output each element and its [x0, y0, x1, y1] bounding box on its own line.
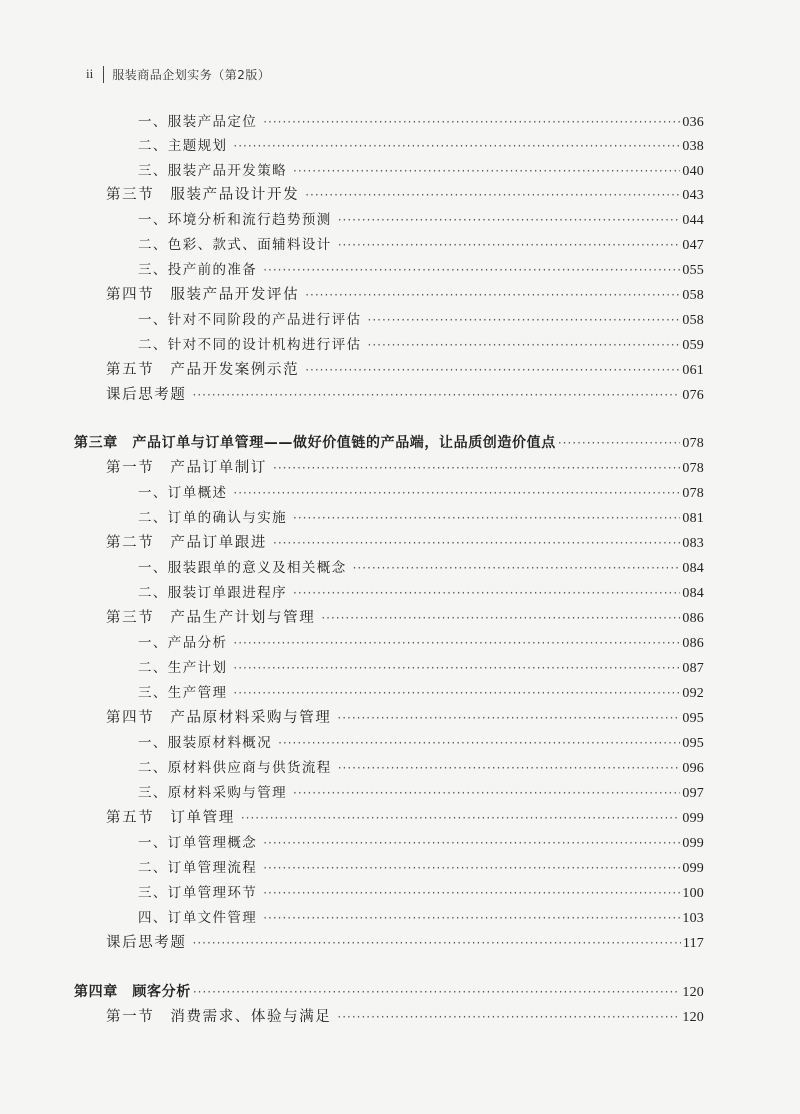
toc-page-number: 047 [682, 238, 704, 253]
toc-entry-title: 一、服装原材料概况 [138, 735, 273, 751]
dot-leader [241, 806, 681, 830]
toc-section-entry [106, 931, 704, 955]
toc-chapter-entry [74, 980, 704, 1004]
toc-page-number: 084 [682, 586, 704, 601]
dot-leader [233, 481, 680, 505]
toc-item-entry [138, 681, 704, 705]
toc-page-number: 092 [682, 686, 704, 701]
toc-page-number: 059 [682, 338, 704, 353]
toc-item-entry [138, 731, 704, 755]
toc-entry-title: 三、原材料采购与管理 [138, 785, 287, 801]
dot-leader [368, 333, 681, 357]
toc-entry-title: 第三章 产品订单与订单管理——做好价值链的产品端，让品质创造价值点 [74, 435, 556, 451]
toc-entry-title: 三、生产管理 [138, 685, 228, 701]
page-number: ii [86, 66, 94, 81]
toc-entry-title: 一、产品分析 [138, 635, 228, 651]
toc-entry-title: 一、服装产品定位 [138, 114, 258, 130]
dot-leader [233, 681, 680, 705]
toc-page-number: 095 [682, 711, 704, 726]
toc-item-entry [138, 656, 704, 680]
toc-page-number: 078 [682, 436, 704, 451]
toc-page-number: 083 [682, 536, 704, 551]
toc-page-number: 099 [682, 811, 704, 826]
toc-page-number: 076 [682, 388, 704, 403]
dot-leader [193, 383, 681, 407]
toc-page-number: 097 [682, 786, 704, 801]
toc-page-number: 058 [682, 288, 704, 303]
toc-section-entry [106, 183, 704, 207]
toc-entry-title: 第一节 产品订单制订 [106, 460, 267, 476]
toc-page-number: 100 [682, 886, 704, 901]
toc-entry-title: 第四节 服装产品开发评估 [106, 287, 300, 303]
toc-item-entry [138, 333, 704, 357]
toc-page-number: 120 [682, 985, 704, 1000]
toc-entry-title: 一、服装跟单的意义及相关概念 [138, 560, 347, 576]
toc-page-number: 099 [682, 836, 704, 851]
toc-item-entry [138, 906, 704, 930]
toc-entry-title: 第五节 产品开发案例示范 [106, 362, 300, 378]
toc-page-number: 040 [682, 164, 704, 179]
toc-page-number: 096 [682, 761, 704, 776]
toc-item-entry [138, 506, 704, 530]
toc-page-number: 084 [682, 561, 704, 576]
toc-item-entry [138, 831, 704, 855]
dot-leader [263, 831, 680, 855]
dot-leader [338, 233, 681, 257]
toc-item-entry [138, 556, 704, 580]
toc-section-entry [106, 283, 704, 307]
toc-page-number: 095 [682, 736, 704, 751]
toc-entry-title: 课后思考题 [106, 935, 187, 951]
toc-section-entry [106, 456, 704, 480]
toc-entry-title: 二、原材料供应商与供货流程 [138, 760, 332, 776]
dot-leader [263, 856, 680, 880]
dot-leader [273, 456, 680, 480]
toc-entry-title: 一、环境分析和流行趋势预测 [138, 212, 332, 228]
toc-section-entry [106, 358, 704, 382]
dot-leader [193, 980, 681, 1004]
toc-item-entry [138, 856, 704, 880]
dot-leader [305, 358, 680, 382]
dot-leader [338, 208, 681, 232]
toc-entry-title: 二、订单管理流程 [138, 860, 258, 876]
toc-item-entry [138, 481, 704, 505]
toc-entry-title: 一、订单管理概念 [138, 835, 258, 851]
toc-entry-title: 第五节 订单管理 [106, 810, 235, 826]
toc-item-entry [138, 631, 704, 655]
toc-chapter-entry [74, 431, 704, 455]
toc-page-number: 117 [682, 936, 704, 951]
toc-page-number: 081 [682, 511, 704, 526]
toc-item-entry [138, 881, 704, 905]
toc-page-number: 036 [682, 115, 704, 130]
toc-item-entry [138, 110, 704, 134]
toc-entry-title: 三、服装产品开发策略 [138, 163, 287, 179]
toc-page-number: 078 [682, 486, 704, 501]
dot-leader [263, 881, 680, 905]
toc-item-entry [138, 756, 704, 780]
dot-leader [337, 706, 680, 730]
toc-item-entry [138, 581, 704, 605]
toc-section-entry [106, 606, 704, 630]
dot-leader [233, 134, 680, 158]
toc-entry-title: 第二节 产品订单跟进 [106, 535, 267, 551]
toc-section-entry [106, 706, 704, 730]
dot-leader [233, 631, 680, 655]
dot-leader [558, 431, 681, 455]
toc-entry-title: 二、色彩、款式、面辅料设计 [138, 237, 332, 253]
toc-page-number: 061 [682, 363, 704, 378]
toc-entry-title: 第三节 服装产品设计开发 [106, 187, 300, 203]
dot-leader [293, 159, 680, 183]
toc-page-number: 078 [682, 461, 704, 476]
dot-leader [263, 258, 680, 282]
dot-leader [273, 531, 680, 555]
toc-page-number: 043 [682, 188, 704, 203]
toc-entry-title: 第四节 产品原材料采购与管理 [106, 710, 332, 726]
toc-entry-title: 二、服装订单跟进程序 [138, 585, 287, 601]
toc-item-entry [138, 308, 704, 332]
dot-leader [263, 110, 680, 134]
toc-entry-title: 四、订单文件管理 [138, 910, 258, 926]
toc-entry-title: 二、主题规划 [138, 138, 228, 154]
toc-section-entry [106, 531, 704, 555]
toc-page-number: 055 [682, 263, 704, 278]
toc-entry-title: 第一节 消费需求、体验与满足 [106, 1009, 332, 1025]
toc-item-entry [138, 258, 704, 282]
toc-item-entry [138, 781, 704, 805]
toc-page-number: 086 [682, 611, 704, 626]
toc-entry-title: 一、订单概述 [138, 485, 228, 501]
toc-page-number: 103 [682, 911, 704, 926]
toc-page-number: 087 [682, 661, 704, 676]
toc-entry-title: 二、订单的确认与实施 [138, 510, 287, 526]
toc-item-entry [138, 134, 704, 158]
dot-leader [293, 581, 680, 605]
toc-page-number: 099 [682, 861, 704, 876]
book-title: 服装商品企划实务（第2版） [112, 67, 271, 82]
dot-leader [293, 506, 680, 530]
dot-leader [338, 756, 681, 780]
toc-item-entry [138, 159, 704, 183]
toc-entry-title: 三、投产前的准备 [138, 262, 258, 278]
toc-entry-title: 一、针对不同阶段的产品进行评估 [138, 312, 362, 328]
toc-entry-title: 二、生产计划 [138, 660, 228, 676]
toc-page-number: 086 [682, 636, 704, 651]
toc-page-number: 058 [682, 313, 704, 328]
toc-page-number: 044 [682, 213, 704, 228]
dot-leader [337, 1005, 680, 1029]
dot-leader [293, 781, 680, 805]
toc-entry-title: 课后思考题 [106, 387, 187, 403]
toc-item-entry [138, 233, 704, 257]
toc-item-entry [138, 208, 704, 232]
dot-leader [305, 283, 680, 307]
running-head [86, 64, 270, 84]
toc-entry-title: 第四章 顾客分析 [74, 984, 191, 1000]
toc-entry-title: 二、针对不同的设计机构进行评估 [138, 337, 362, 353]
toc-entry-title: 三、订单管理环节 [138, 885, 258, 901]
dot-leader [353, 556, 681, 580]
toc-section-entry [106, 806, 704, 830]
toc-section-entry [106, 383, 704, 407]
dot-leader [233, 656, 680, 680]
dot-leader [263, 906, 680, 930]
toc-page-number: 120 [682, 1010, 704, 1025]
dot-leader [278, 731, 680, 755]
dot-leader [305, 183, 680, 207]
toc-page-number: 038 [682, 139, 704, 154]
toc-section-entry [106, 1005, 704, 1029]
header-divider [103, 66, 104, 83]
dot-leader [368, 308, 681, 332]
dot-leader [321, 606, 680, 630]
toc-entry-title: 第三节 产品生产计划与管理 [106, 610, 316, 626]
dot-leader [193, 931, 681, 955]
